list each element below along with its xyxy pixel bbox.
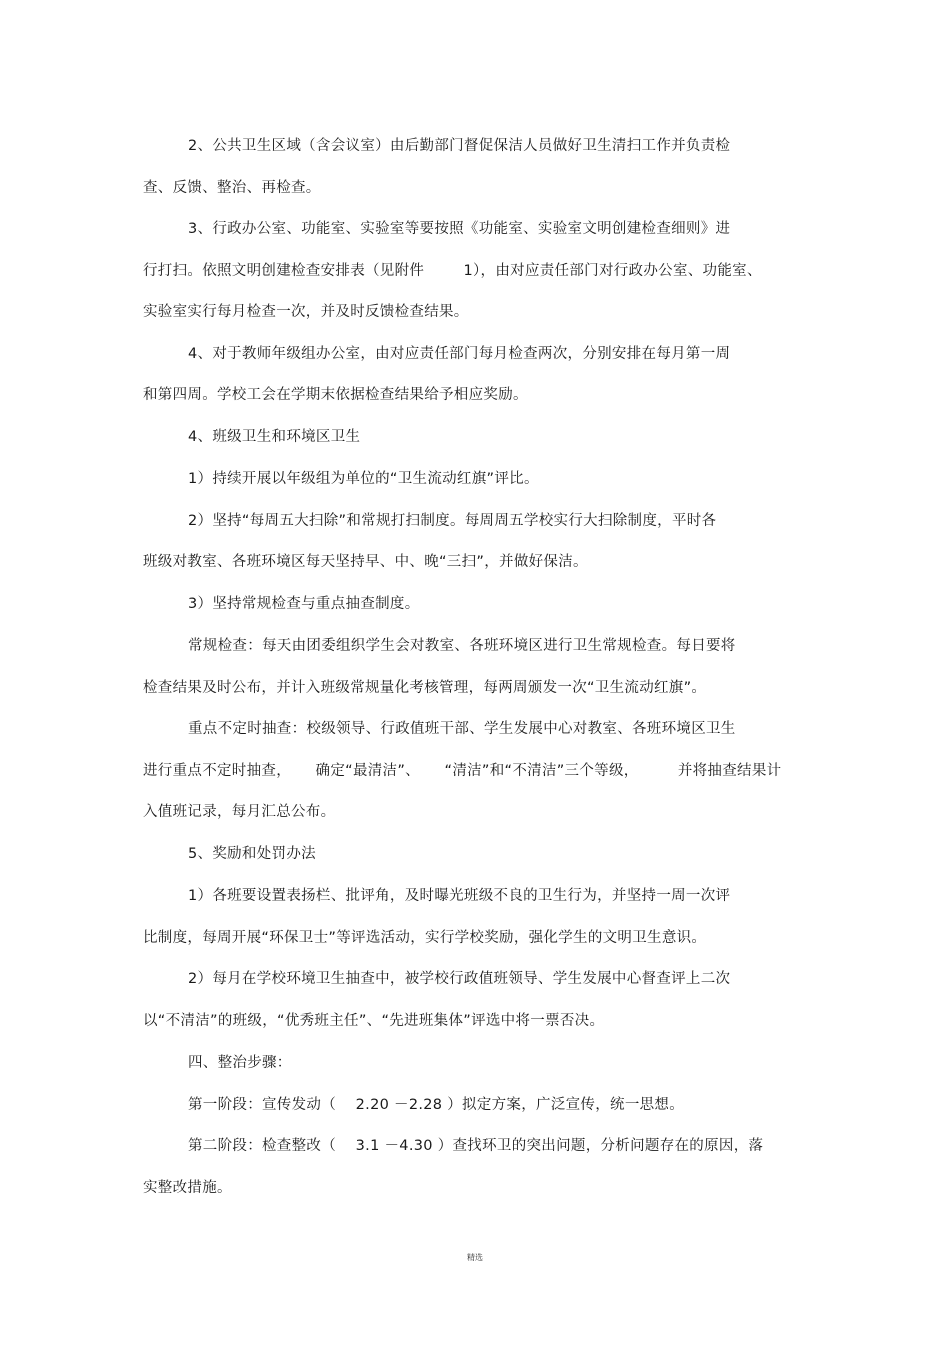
paragraph-line: 检查结果及时公布，并计入班级常规量化考核管理，每两周颁发一次“卫生流动红旗”。 — [143, 680, 707, 696]
paragraph-line: 2）坚持“每周五大扫除”和常规打扫制度。每周周五学校实行大扫除制度，平时各 — [188, 513, 717, 529]
paragraph-line: 4、对于教师年级组办公室，由对应责任部门每月检查两次，分别安排在每月第一周 — [188, 346, 731, 362]
paragraph-line: 入值班记录，每月汇总公布。 — [143, 804, 336, 820]
paragraph-line: 班级对教室、各班环境区每天坚持早、中、晚“三扫”，并做好保洁。 — [143, 554, 588, 570]
paragraph-line: 3）坚持常规检查与重点抽查制度。 — [188, 596, 420, 612]
paragraph-line: 实验室实行每月检查一次，并及时反馈检查结果。 — [143, 304, 469, 320]
section-heading: 4、班级卫生和环境区卫生 — [188, 429, 361, 445]
paragraph-line: 比制度，每周开展“环保卫士”等评选活动，实行学校奖励，强化学生的文明卫生意识。 — [143, 930, 707, 946]
paragraph-line: 和第四周。学校工会在学期末依据检查结果给予相应奖励。 — [143, 387, 528, 403]
section-heading: 四、整治步骤： — [188, 1055, 292, 1071]
paragraph-line: 行打扫。依照文明创建检查安排表（见附件 1），由对应责任部门对行政办公室、功能室、 — [143, 263, 762, 279]
paragraph-line: 1）持续开展以年级组为单位的“卫生流动红旗”评比。 — [188, 471, 539, 487]
paragraph-line: 1）各班要设置表扬栏、批评角，及时曝光班级不良的卫生行为，并坚持一周一次评 — [188, 888, 731, 904]
page-footer: 精选 — [467, 1253, 483, 1262]
paragraph-line: 2、公共卫生区域（含会议室）由后勤部门督促保洁人员做好卫生清扫工作并负责检 — [188, 138, 731, 154]
section-heading: 5、奖励和处罚办法 — [188, 846, 316, 862]
paragraph-line: 常规检查：每天由团委组织学生会对教室、各班环境区进行卫生常规检查。每日要将 — [188, 638, 736, 654]
paragraph-line: 3、行政办公室、功能室、实验室等要按照《功能室、实验室文明创建检查细则》进 — [188, 221, 731, 237]
paragraph-line: 2）每月在学校环境卫生抽查中，被学校行政值班领导、学生发展中心督查评上二次 — [188, 971, 731, 987]
paragraph-line: 实整改措施。 — [143, 1180, 232, 1196]
paragraph-line: 查、反馈、整治、再检查。 — [143, 180, 321, 196]
paragraph-line: 第一阶段：宣传发动（ 2.20 －2.28 ）拟定方案，广泛宣传，统一思想。 — [188, 1097, 685, 1113]
paragraph-line: 第二阶段：检查整改（ 3.1 －4.30 ）查找环卫的突出问题，分析问题存在的原因，落 — [188, 1138, 764, 1154]
paragraph-line: 进行重点不定时抽查， 确定“最清洁”、 “清洁”和“不清洁”三个等级， 并将抽查结果计 — [143, 763, 782, 779]
paragraph-line: 重点不定时抽查：校级领导、行政值班干部、学生发展中心对教室、各班环境区卫生 — [188, 721, 736, 737]
paragraph-line: 以“不清洁”的班级，“优秀班主任”、“先进班集体”评选中将一票否决。 — [143, 1013, 605, 1029]
